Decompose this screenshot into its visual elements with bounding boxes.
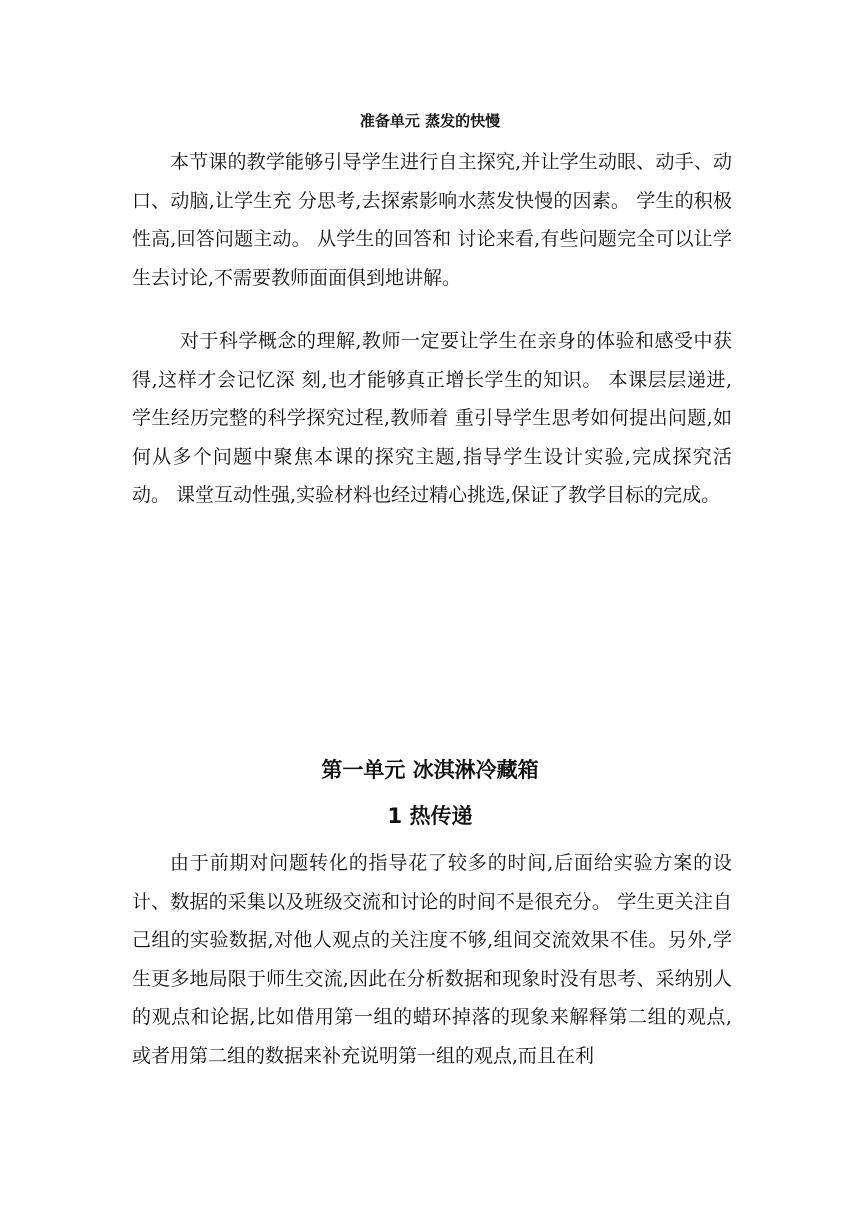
unit-title-ice-cream-box: 第一单元 冰淇淋冷藏箱: [321, 758, 539, 782]
paragraph-evaporation-2: 对于科学概念的理解,教师一定要让学生在亲身的体验和感受中获得,这样才会记忆深 刻,也才能够真正增长学生的知识。 本课层层递进,学生经历完整的科学探究过程,教师着 重引导学生思考如何提出问题,如何从多个问题中聚焦本课的探究主题,指导学生设计实验,完成探究活动。 课堂互动性强,实验材料也经过精心挑选,保证了教学目标的完成。: [132, 330, 732, 506]
paragraph-heat-transfer-1: 由于前期对问题转化的指导花了较多的时间,后面给实验方案的设计、数据的采集以及班级交流和讨论的时间不是很充分。 学生更关注自己组的实验数据,对他人观点的关注度不够,组间交流效果不佳。另外,学生更多地局限于师生交流,因此在分析数据和现象时没有思考、采纳别人的观点和论据,比如借用第一组的蜡环掉落的现象来解释第二组的观点,或者用第二组的数据来补充说明第一组的观点,而且在利: [132, 852, 732, 1067]
lesson-title-heat-transfer: 1 热传递: [387, 804, 473, 828]
section-title-evaporation: 准备单元 蒸发的快慢: [359, 112, 501, 130]
paragraph-evaporation-1: 本节课的教学能够引导学生进行自主探究,并让学生动眼、动手、动口、动脑,让学生充 分思考,去探索影响水蒸发快慢的因素。 学生的积极性高,回答问题主动。 从学生的回答和 讨论来看,有些问题完全可以让学生去讨论,不需要教师面面俱到地讲解。: [132, 151, 732, 289]
